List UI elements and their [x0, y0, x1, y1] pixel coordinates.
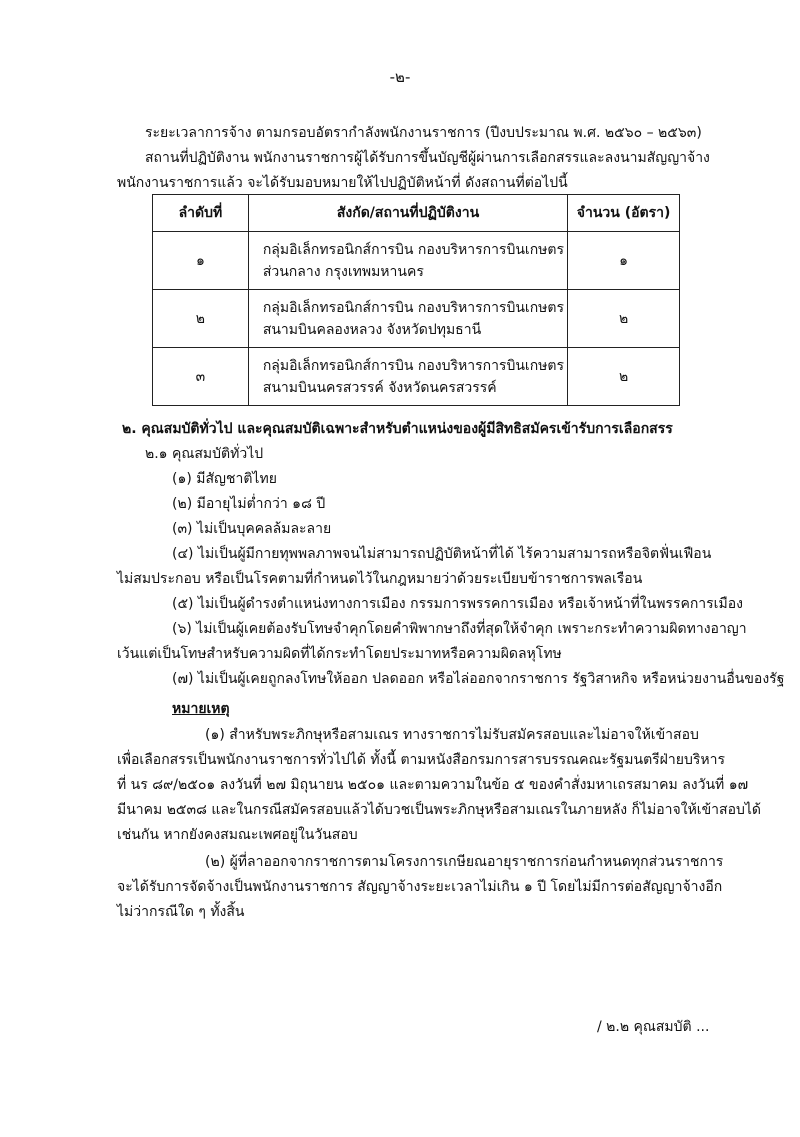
- employment-period: ระยะเวลาการจ้าง ตามกรอบอัตรากำลังพนักงานราชการ (ปีงบประมาณ พ.ศ. ๒๕๖๐ – ๒๕๖๓): [145, 125, 702, 141]
- workplace-line2: ส่วนกลาง กรุงเทพมหานคร: [262, 263, 424, 280]
- workplace-line1: กลุ่มอิเล็กทรอนิกส์การบิน กองบริหารการบินเกษตร: [262, 241, 565, 258]
- header-order: ลำดับที่: [153, 195, 249, 232]
- workplace-line1: กลุ่มอิเล็กทรอนิกส์การบิน กองบริหารการบินเกษตร: [262, 357, 565, 374]
- row-count: ๒: [568, 348, 680, 406]
- remark-note1-line: (๑) สำหรับพระภิกษุหรือสามเณร ทางราชการไม่รับสมัครสอบและไม่อาจให้เข้าสอบ: [205, 727, 699, 743]
- qualification-item: (๔) ไม่เป็นผู้มีกายทุพพลภาพจนไม่สามารถปฏิบัติหน้าที่ได้ ไร้ความสามารถหรือจิตฟั่นเฟือน: [172, 546, 712, 562]
- remark-note1-line: มีนาคม ๒๕๓๘ และในกรณีสมัครสอบแล้วได้บวชเป็นพระภิกษุหรือสามเณรในภายหลัง ก็ไม่อาจให้เข้าสอบได้: [117, 802, 761, 818]
- workplace-line2: สนามบินคลองหลวง จังหวัดปทุมธานี: [262, 321, 482, 338]
- section2-subheading: ๒.๑ คุณสมบัติทั่วไป: [145, 446, 264, 462]
- table-row: [153, 232, 680, 290]
- qualification-item: (๗) ไม่เป็นผู้เคยถูกลงโทษให้ออก ปลดออก หรือไล่ออกจากราชการ รัฐวิสาหกิจ หรือหน่วยงานอื่นของรัฐ: [172, 671, 785, 687]
- remark-note2-line: (๒) ผู้ที่ลาออกจากราชการตามโครงการเกษียณอายุราชการก่อนกำหนดทุกส่วนราชการ: [205, 854, 724, 870]
- row-order: ๓: [153, 348, 249, 406]
- row-count: ๒: [568, 290, 680, 348]
- workplace-line2: สนามบินนครสวรรค์ จังหวัดนครสวรรค์: [262, 379, 497, 396]
- qualification-item: (๑) มีสัญชาติไทย: [172, 471, 277, 487]
- qualification-item: (๓) ไม่เป็นบุคคลล้มละลาย: [172, 521, 332, 537]
- remarks-heading: หมายเหตุ: [172, 701, 230, 717]
- header-workplace: สังกัด/สถานที่ปฏิบัติงาน: [248, 195, 567, 232]
- row-count: ๑: [568, 232, 680, 290]
- row-order: ๒: [153, 290, 249, 348]
- table-row: [153, 290, 680, 348]
- table-header-row: [153, 195, 680, 232]
- qualification-item: (๕) ไม่เป็นผู้ดำรงตำแหน่งทางการเมือง กรรมการพรรคการเมือง หรือเจ้าหน้าที่ในพรรคการเมือง: [172, 596, 743, 612]
- section2-heading: ๒. คุณสมบัติทั่วไป และคุณสมบัติเฉพาะสำหรับตำแหน่งของผู้มีสิทธิสมัครเข้ารับการเลือกสรร: [122, 421, 673, 437]
- remark-note1-line: เพื่อเลือกสรรเป็นพนักงานราชการทั่วไปได้ ทั้งนี้ ตามหนังสือกรมการสารบรรณคณะรัฐมนตรีฝ่ายบริหาร: [117, 752, 725, 768]
- row-workplace: [248, 348, 567, 406]
- workplace-line1: กลุ่มอิเล็กทรอนิกส์การบิน กองบริหารการบินเกษตร: [262, 299, 565, 316]
- qualification-item-continued: เว้นแต่เป็นโทษสำหรับความผิดที่ได้กระทำโดยประมาทหรือความผิดลหุโทษ: [117, 646, 562, 662]
- row-order: ๑: [153, 232, 249, 290]
- workplace-intro-line1: สถานที่ปฏิบัติงาน พนักงานราชการผู้ได้รับการขึ้นบัญชีผู้ผ่านการเลือกสรรและลงนามสัญญาจ้าง: [145, 150, 710, 166]
- continuation-marker: / ๒.๒ คุณสมบัติ ...: [597, 1019, 710, 1035]
- remark-note2-line: ไม่ว่ากรณีใด ๆ ทั้งสิ้น: [117, 904, 245, 920]
- workplace-intro-line2: พนักงานราชการแล้ว จะได้รับมอบหมายให้ไปปฏิบัติหน้าที่ ดังสถานที่ต่อไปนี้: [117, 175, 568, 191]
- row-workplace: [248, 232, 567, 290]
- page-number: -๒-: [389, 68, 411, 86]
- header-count: จำนวน (อัตรา): [568, 195, 680, 232]
- row-workplace: [248, 290, 567, 348]
- table-row: [153, 348, 680, 406]
- qualification-item-continued: ไม่สมประกอบ หรือเป็นโรคตามที่กำหนดไว้ในกฎหมายว่าด้วยระเบียบข้าราชการพลเรือน: [117, 571, 643, 587]
- qualification-item: (๒) มีอายุไม่ต่ำกว่า ๑๘ ปี: [172, 496, 326, 512]
- remark-note2-line: จะได้รับการจัดจ้างเป็นพนักงานราชการ สัญญาจ้างระยะเวลาไม่เกิน ๑ ปี โดยไม่มีการต่อสัญญาจ้างอีก: [117, 879, 723, 895]
- qualification-item: (๖) ไม่เป็นผู้เคยต้องรับโทษจำคุกโดยคำพิพากษาถึงที่สุดให้จำคุก เพราะกระทำความผิดทางอาญา: [172, 621, 747, 637]
- remark-note1-line: ที่ นร ๘๙/๒๕๐๑ ลงวันที่ ๒๗ มิถุนายน ๒๕๐๑ และตามความในข้อ ๕ ของคำสั่งมหาเถรสมาคม ลงวันที่ ๑๗: [117, 777, 749, 793]
- remark-note1-line: เช่นกัน หากยังคงสมณะเพศอยู่ในวันสอบ: [117, 827, 358, 843]
- workplace-table: [152, 194, 680, 406]
